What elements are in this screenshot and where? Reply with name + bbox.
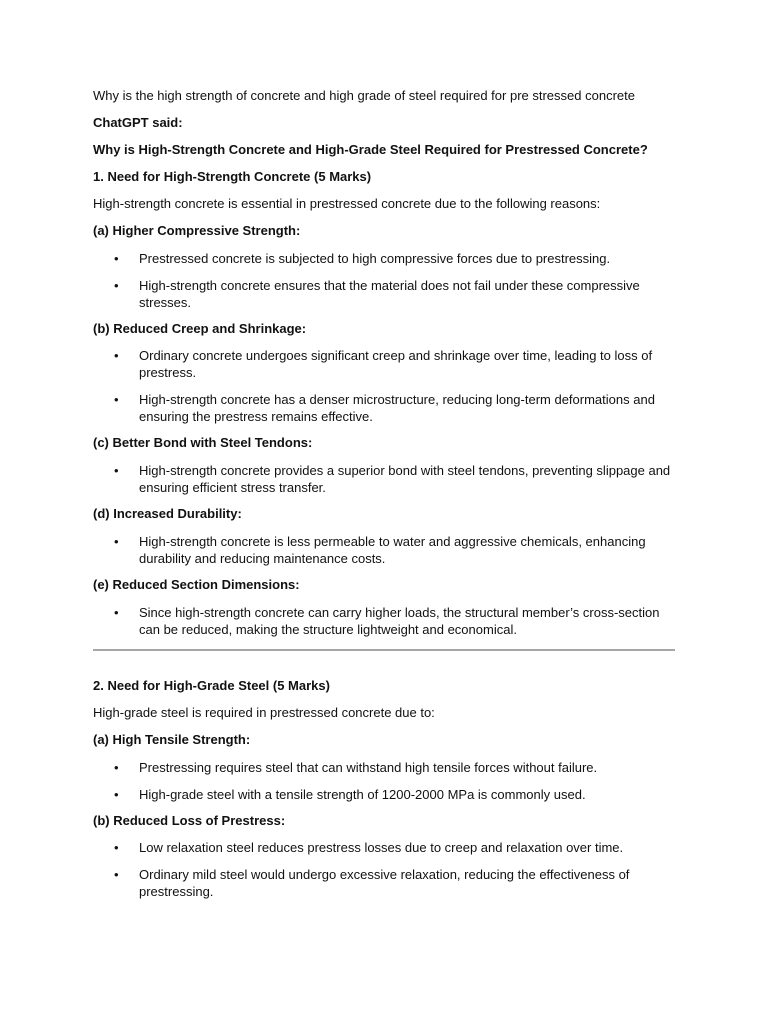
section-title: (a) High Tensile Strength:: [93, 732, 251, 747]
bullet-list: [93, 839, 675, 900]
list-item: • High-strength concrete is less permeable to water and aggressive chemicals, enhancing durability and reducing maintenance costs.: [93, 533, 675, 567]
section-title: (e) Reduced Section Dimensions:: [93, 577, 300, 592]
section-title: (b) Reduced Loss of Prestress:: [93, 813, 286, 828]
section-title: (d) Increased Durability:: [93, 506, 242, 521]
bullet-list: [93, 533, 675, 567]
steel-heading: 2. Need for High-Grade Steel (5 Marks): [93, 678, 330, 693]
list-item: • Low relaxation steel reduces prestress losses due to creep and relaxation over time.: [93, 839, 675, 856]
bullet-list: [93, 347, 675, 425]
list-item: • Ordinary mild steel would undergo excessive relaxation, reducing the effectiveness of prestressing.: [93, 866, 675, 900]
list-item: • High-strength concrete provides a superior bond with steel tendons, preventing slippage and ensuring efficient stress transfer.: [93, 462, 675, 496]
concrete-intro: High-strength concrete is essential in prestressed concrete due to the following reasons:: [93, 196, 601, 211]
list-item: • High-grade steel with a tensile strength of 1200-2000 MPa is commonly used.: [93, 786, 675, 803]
bullet-list: [93, 250, 675, 311]
list-item: • Prestressing requires steel that can withstand high tensile forces without failure.: [93, 759, 675, 776]
concrete-heading: 1. Need for High-Strength Concrete (5 Marks): [93, 169, 372, 184]
horizontal-divider: [93, 649, 675, 651]
list-item: • Prestressed concrete is subjected to high compressive forces due to prestressing.: [93, 250, 675, 267]
list-item: • Since high-strength concrete can carry higher loads, the structural member’s cross-section can be reduced, making the structure lightweight and economical.: [93, 604, 675, 638]
list-item: • High-strength concrete ensures that the material does not fail under these compressive stresses.: [93, 277, 675, 311]
document-body: [93, 87, 675, 900]
question-text: Why is the high strength of concrete and high grade of steel required for pre stressed concrete: [93, 88, 635, 103]
section-title: (b) Reduced Creep and Shrinkage:: [93, 321, 307, 336]
bullet-list: [93, 604, 675, 638]
speaker-label: ChatGPT said:: [93, 115, 183, 130]
list-item: • Ordinary concrete undergoes significant creep and shrinkage over time, leading to loss of prestress.: [93, 347, 675, 381]
section-title: (a) Higher Compressive Strength:: [93, 223, 301, 238]
list-item: • High-strength concrete has a denser microstructure, reducing long-term deformations and ensuring the prestress remains effective.: [93, 391, 675, 425]
bullet-list: [93, 462, 675, 496]
steel-intro: High-grade steel is required in prestressed concrete due to:: [93, 705, 435, 720]
answer-title: Why is High-Strength Concrete and High-Grade Steel Required for Prestressed Concrete?: [93, 142, 648, 157]
section-title: (c) Better Bond with Steel Tendons:: [93, 435, 313, 450]
bullet-list: [93, 759, 675, 803]
